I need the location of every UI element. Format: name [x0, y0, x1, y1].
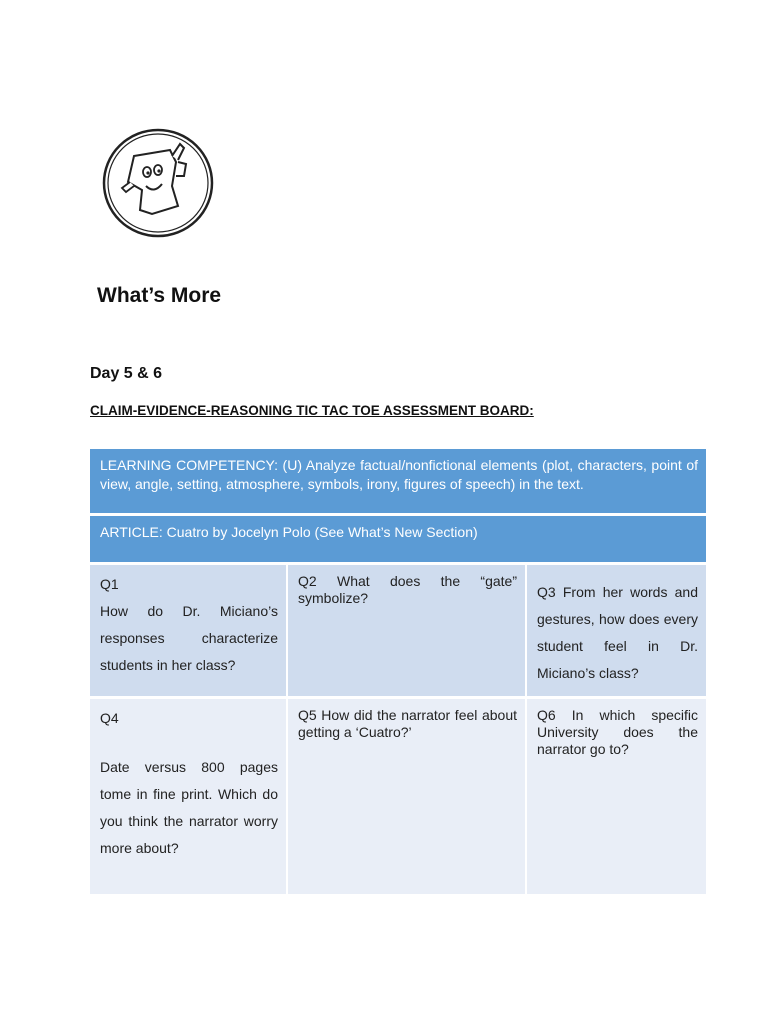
- question-cell-q3: [527, 565, 706, 696]
- question-cell-q4: [90, 699, 286, 894]
- question-text: Date versus 800 pages tome in fine print. Which do you think the narrator worry more about?: [100, 759, 278, 856]
- board-row: [90, 565, 706, 696]
- question-cell-q5: [288, 699, 525, 894]
- question-label: Q4: [100, 710, 119, 726]
- question-text: Q3 From her words and gestures, how does every student feel in Dr. Miciano’s class?: [537, 584, 698, 681]
- section-title: What’s More: [97, 284, 222, 307]
- assessment-board: [90, 449, 706, 894]
- document-mascot-icon: [100, 126, 216, 240]
- question-cell-q1: [90, 565, 286, 696]
- question-label: Q1: [100, 576, 119, 592]
- question-text: Q5 How did the narrator feel about getting a ‘Cuatro?’: [298, 707, 517, 740]
- board-row: [90, 699, 706, 894]
- spacer: [100, 732, 278, 754]
- learning-competency: LEARNING COMPETENCY: (U) Analyze factual/nonfictional elements (plot, characters, point of view, angle, setting, atmosphere, symbols, irony, figures of speech) in the text.: [90, 449, 706, 513]
- question-text: Q6 In which specific University does the narrator go to?: [537, 707, 698, 757]
- day-heading: Day 5 & 6: [90, 365, 163, 382]
- question-text: How do Dr. Miciano’s responses characterize students in her class?: [100, 603, 278, 673]
- board-title: CLAIM-EVIDENCE-REASONING TIC TAC TOE ASSESSMENT BOARD:: [90, 403, 534, 418]
- article-reference: ARTICLE: Cuatro by Jocelyn Polo (See What’s New Section): [90, 516, 706, 562]
- question-text: Q2 What does the “gate” symbolize?: [298, 573, 517, 606]
- question-cell-q2: [288, 565, 525, 696]
- question-cell-q6: [527, 699, 706, 894]
